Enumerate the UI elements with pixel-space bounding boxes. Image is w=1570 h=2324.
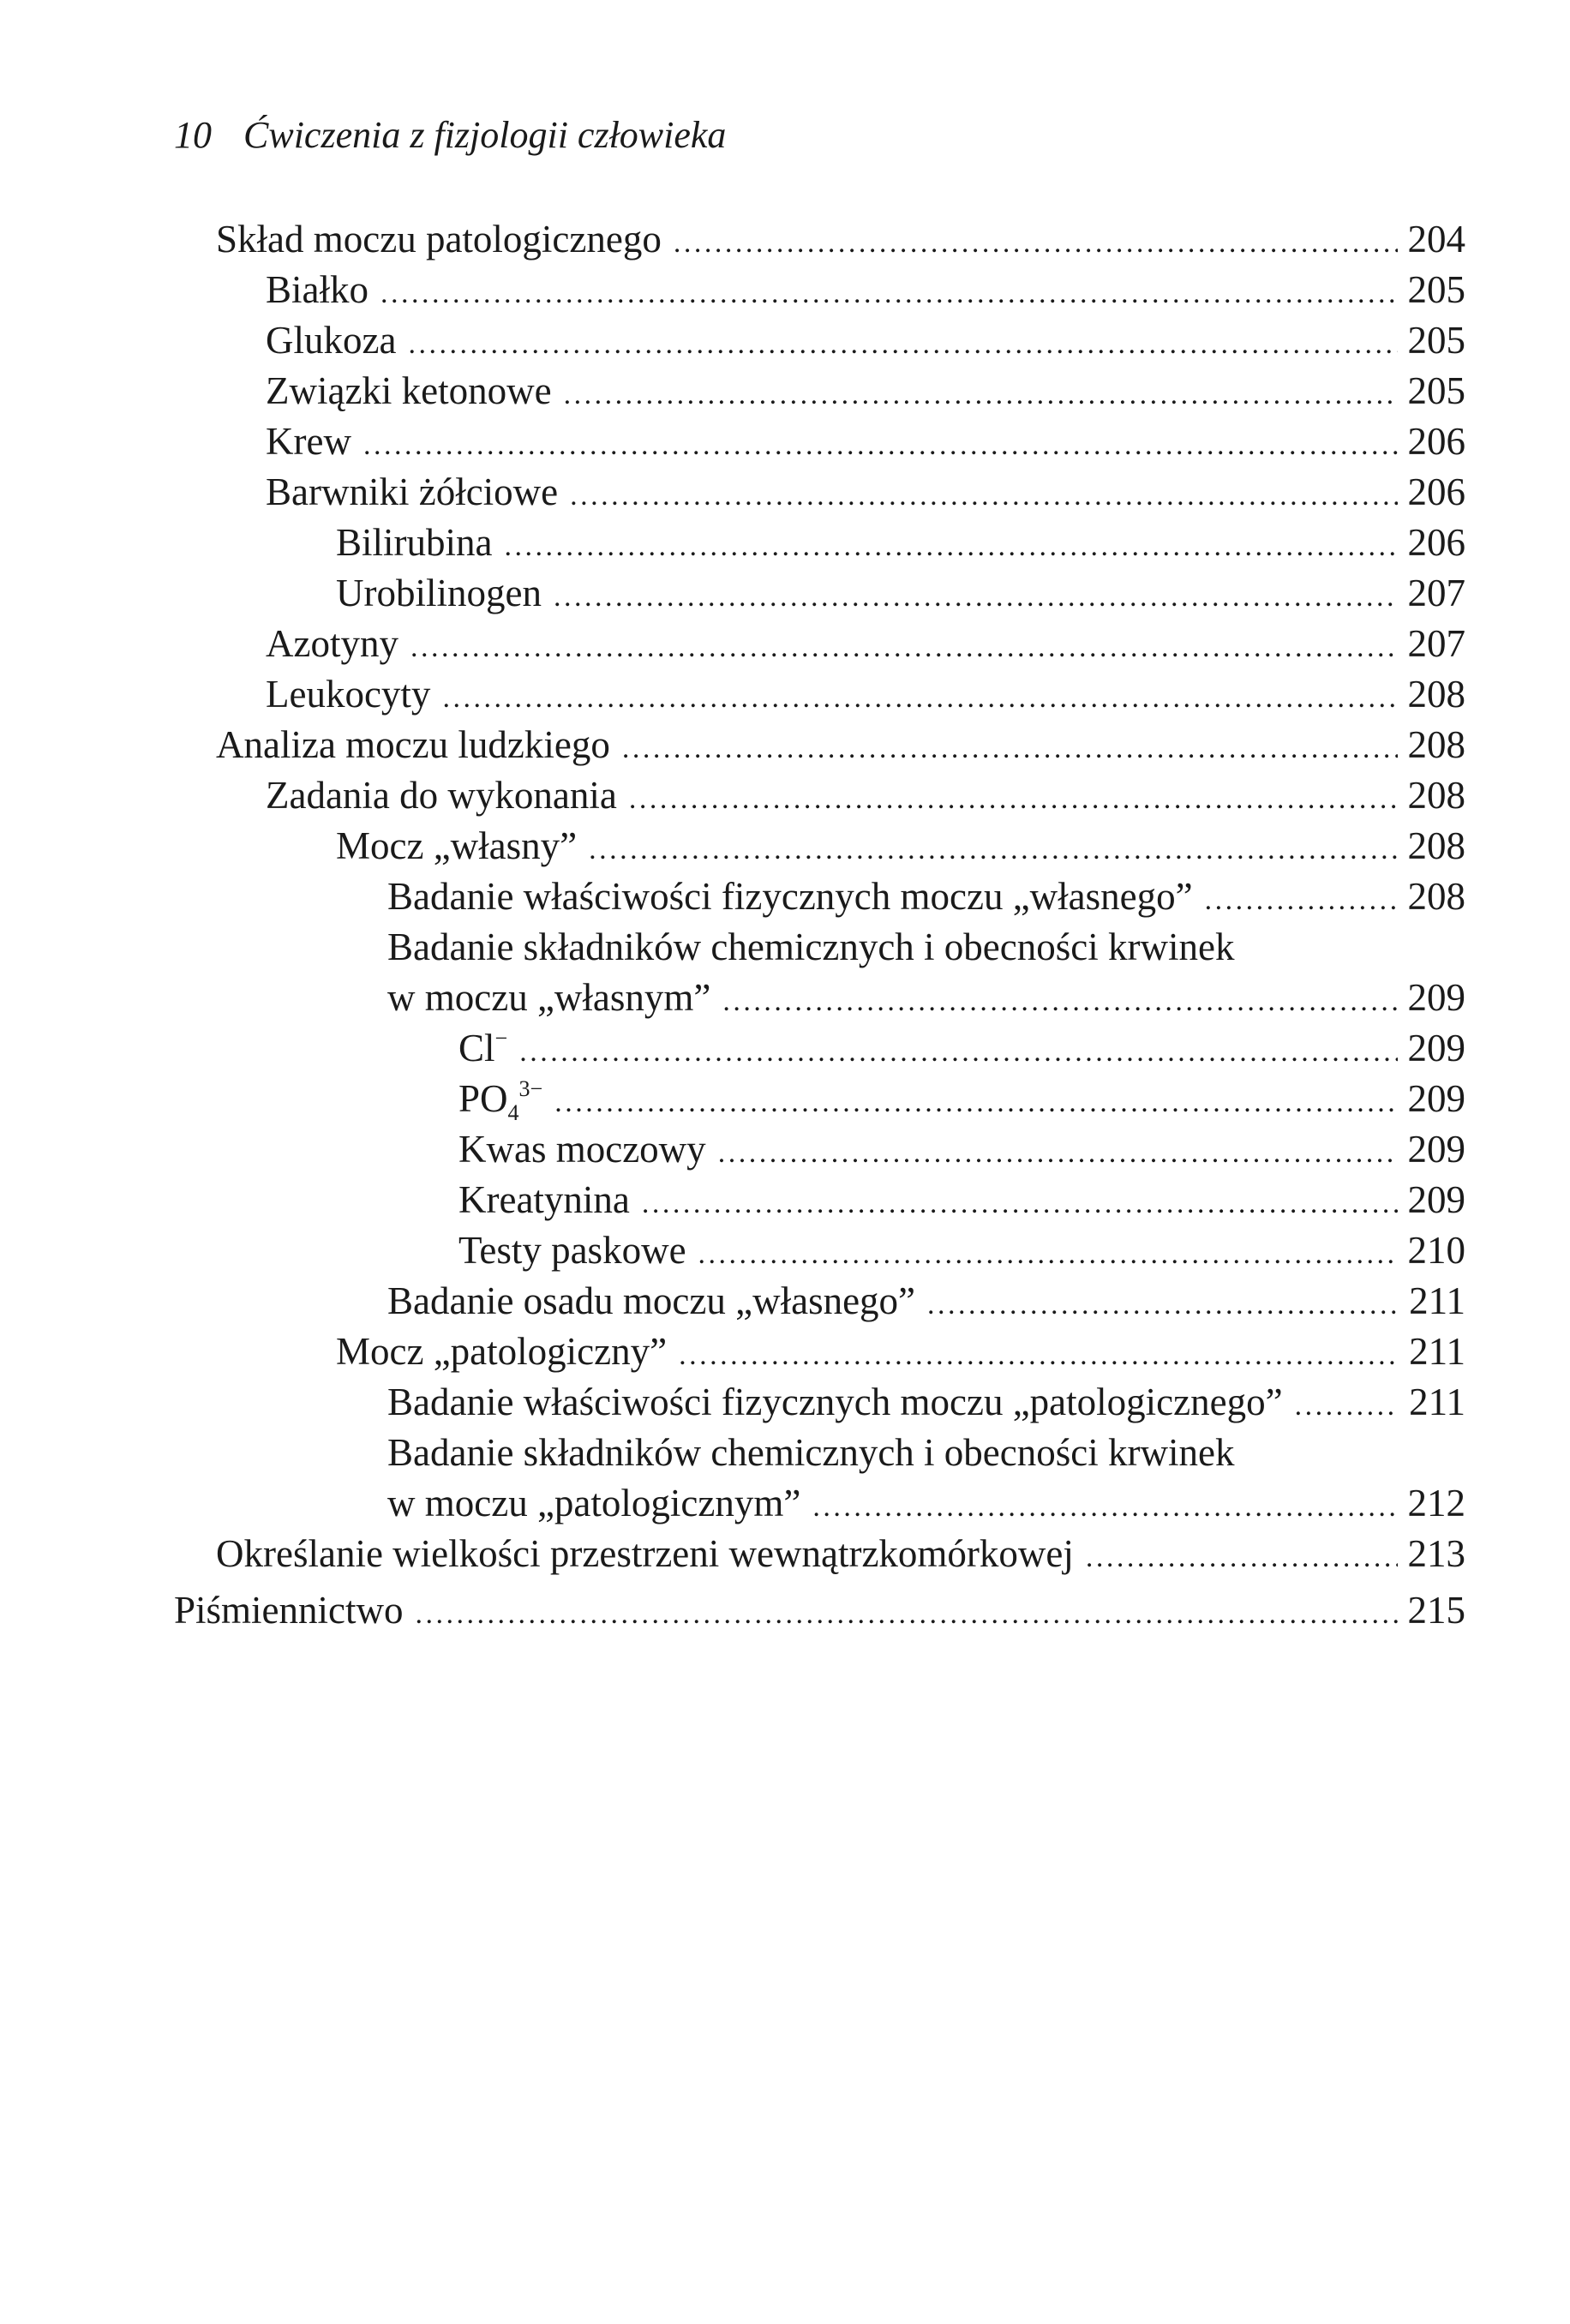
dot-leader <box>589 824 1397 875</box>
book-title: Ćwiczenia z fizjologii człowieka <box>243 114 727 156</box>
toc-entry <box>458 1225 1465 1276</box>
toc-entry-title: w moczu „patologicznym” <box>387 1482 801 1524</box>
toc-entry-title <box>458 1074 542 1124</box>
dot-leader <box>718 1128 1398 1178</box>
dot-leader <box>416 1589 1398 1639</box>
toc-entry-title: Azotyny <box>266 622 398 665</box>
dot-leader <box>410 622 1398 673</box>
toc-entry-page: 215 <box>1407 1589 1465 1632</box>
toc-entry-page: 208 <box>1407 723 1465 766</box>
toc-entry-title: Badanie osadu moczu „własnego” <box>387 1279 916 1322</box>
toc-entry <box>336 518 1465 568</box>
toc-entry-title: w moczu „własnym” <box>387 976 711 1019</box>
toc-entry-title: Mocz „własny” <box>336 824 578 867</box>
toc-entry-page: 210 <box>1407 1229 1465 1272</box>
toc-entry-page: 209 <box>1407 1128 1465 1171</box>
toc-entry-title: Bilirubina <box>336 521 493 564</box>
toc-entry <box>266 669 1465 720</box>
toc-entry <box>387 973 1465 1023</box>
dot-leader <box>1086 1532 1398 1583</box>
toc-entry-title-line: Badanie składników chemicznych i obecności krwinek <box>387 925 1235 968</box>
toc-entry-page: 208 <box>1407 875 1465 918</box>
toc-entry-page: 204 <box>1407 218 1465 261</box>
toc-entry-page: 206 <box>1407 521 1465 564</box>
dot-leader <box>564 369 1398 420</box>
toc-entry-page: 205 <box>1407 319 1465 362</box>
toc-entry-page: 205 <box>1407 268 1465 311</box>
toc-entry-title: Barwniki żółciowe <box>266 470 559 513</box>
toc-entry-title: Urobilinogen <box>336 572 542 614</box>
toc-entry <box>458 1074 1465 1124</box>
toc-entry-page: 208 <box>1407 673 1465 716</box>
toc-entry-page: 209 <box>1407 1178 1465 1221</box>
toc-entry <box>266 265 1465 315</box>
toc-entry-title: Mocz „patologiczny” <box>336 1330 668 1373</box>
dot-leader <box>722 976 1397 1027</box>
toc-entry-page: 207 <box>1407 572 1465 614</box>
toc-entry <box>216 214 1465 265</box>
chem-subscript: 4 <box>507 1100 519 1125</box>
dot-leader <box>674 218 1398 268</box>
chem-charge: 3− <box>518 1076 543 1101</box>
dot-leader <box>629 774 1398 824</box>
dot-leader <box>622 723 1398 774</box>
toc-entry <box>216 720 1465 770</box>
toc-entry-title: Zadania do wykonania <box>266 774 617 817</box>
page-number: 10 <box>174 114 212 156</box>
chem-charge: − <box>494 1026 508 1051</box>
toc-entry-page: 207 <box>1407 622 1465 665</box>
toc-entry-title: Skład moczu patologicznego <box>216 218 662 261</box>
toc-entry-page: 211 <box>1409 1330 1465 1373</box>
toc-entry-title: Krew <box>266 420 351 463</box>
toc-entry-title: Związki ketonowe <box>266 369 552 412</box>
toc-entry-page: 213 <box>1407 1532 1465 1575</box>
toc-entry-title: Testy paskowe <box>458 1229 686 1272</box>
dot-leader <box>554 1077 1397 1128</box>
chem-symbol: Cl <box>458 1027 495 1069</box>
dot-leader <box>927 1279 1399 1330</box>
toc-entry-title: Określanie wielkości przestrzeni wewnątrzkomórkowej <box>216 1532 1074 1575</box>
toc-entry <box>458 1023 1465 1074</box>
toc-entry-title: Leukocyty <box>266 673 431 716</box>
toc-entry <box>266 366 1465 416</box>
toc-entry-page: 206 <box>1407 470 1465 513</box>
toc-entry <box>387 872 1465 922</box>
dot-leader <box>1295 1381 1399 1431</box>
toc-entry-title: Badanie właściwości fizycznych moczu „własnego” <box>387 875 1193 918</box>
dot-leader <box>408 319 1397 369</box>
toc-entry-page: 206 <box>1407 420 1465 463</box>
toc-entry-page: 205 <box>1407 369 1465 412</box>
toc-entry-page: 212 <box>1407 1482 1465 1524</box>
toc-entry-title: Analiza moczu ludzkiego <box>216 723 610 766</box>
dot-leader <box>1205 875 1398 925</box>
toc-entry-title: Kwas moczowy <box>458 1128 706 1171</box>
toc-entry <box>458 1124 1465 1175</box>
toc-entry <box>336 1327 1465 1377</box>
toc-entry-title: Piśmiennictwo <box>174 1589 404 1632</box>
dot-leader <box>504 521 1397 572</box>
toc-entry-page: 208 <box>1407 824 1465 867</box>
toc-entry <box>387 1478 1465 1529</box>
toc-entry-title-line: Badanie składników chemicznych i obecności krwinek <box>387 1431 1235 1474</box>
toc-entry <box>266 770 1465 821</box>
toc-entry <box>387 1377 1465 1428</box>
toc-entry <box>266 467 1465 518</box>
dot-leader <box>519 1027 1397 1077</box>
dot-leader <box>570 470 1397 521</box>
dot-leader <box>381 268 1398 319</box>
toc-entry-page: 208 <box>1407 774 1465 817</box>
toc-entry <box>266 619 1465 669</box>
toc-entry-page: 209 <box>1407 1027 1465 1069</box>
running-head <box>174 110 726 161</box>
dot-leader <box>812 1482 1397 1532</box>
toc-entry <box>266 315 1465 366</box>
toc-entry-page: 209 <box>1407 1077 1465 1120</box>
dot-leader <box>442 673 1397 723</box>
dot-leader <box>642 1178 1398 1229</box>
toc-entry-page: 209 <box>1407 976 1465 1019</box>
toc-entry <box>216 1529 1465 1579</box>
toc-entry <box>336 568 1465 619</box>
dot-leader <box>679 1330 1399 1381</box>
toc-entry-title: Kreatynina <box>458 1178 630 1221</box>
dot-leader <box>363 420 1398 470</box>
dot-leader <box>554 572 1398 622</box>
toc-entry-page: 211 <box>1409 1279 1465 1322</box>
toc-entry-title: Glukoza <box>266 319 397 362</box>
toc-entry-title: Badanie właściwości fizycznych moczu „patologicznego” <box>387 1381 1283 1423</box>
toc-entry <box>266 416 1465 467</box>
toc-entry-page: 211 <box>1409 1381 1465 1423</box>
toc-entry <box>336 821 1465 872</box>
toc-entry <box>174 1585 1465 1636</box>
chem-symbol: PO <box>458 1077 508 1120</box>
toc-entry <box>387 1276 1465 1327</box>
toc-entry-title: Białko <box>266 268 369 311</box>
toc-entry-title <box>458 1023 507 1074</box>
toc-entry <box>458 1175 1465 1225</box>
dot-leader <box>698 1229 1398 1279</box>
